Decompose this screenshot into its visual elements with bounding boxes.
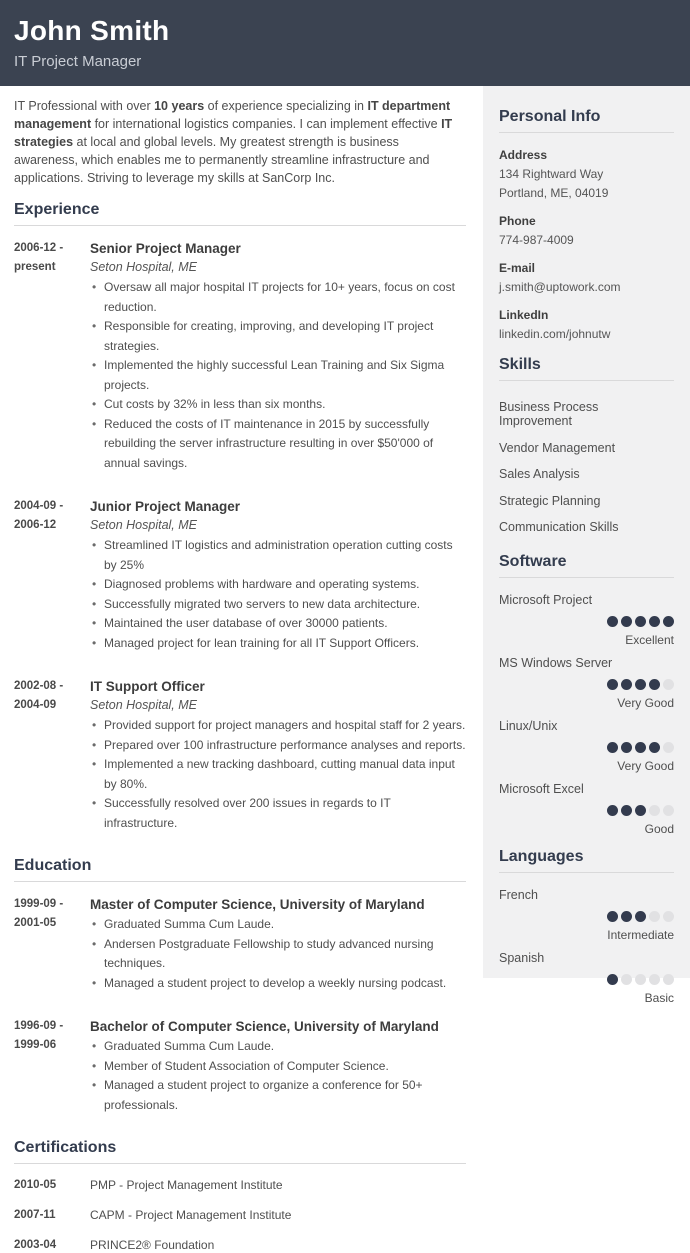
dot-filled xyxy=(621,805,632,816)
software-name: Microsoft Project xyxy=(499,592,593,607)
summary-segment: of experience specializing in xyxy=(204,99,368,113)
sidebar xyxy=(483,86,690,1005)
content xyxy=(0,86,690,1252)
dot-filled xyxy=(607,911,618,922)
section-education xyxy=(14,857,466,1115)
bullet-item: • Implemented the highly successful Lean Training and Six Sigma projects. xyxy=(90,356,466,395)
date-start: 1996-09 - xyxy=(14,1020,64,1032)
bullet-item: • Reduced the costs of IT maintenance in 2015 by successfully rebuilding the server infrastructure resulting in over $50'000 of annual savings. xyxy=(90,415,466,474)
bullet-item: • Implemented a new tracking dashboard, cutting manual data input by 80%. xyxy=(90,755,466,794)
rating-label: Intermediate xyxy=(607,927,674,942)
bullet-item: • Successfully resolved over 200 issues in regards to IT infrastructure. xyxy=(90,794,466,833)
entry-title: Senior Project Manager xyxy=(90,241,241,256)
entry-company: Seton Hospital, ME xyxy=(90,518,197,532)
dot-empty xyxy=(649,911,660,922)
bullet-item: • Managed a student project to develop a weekly nursing podcast. xyxy=(90,974,466,994)
dot-filled xyxy=(649,742,660,753)
bullet-item: • Streamlined IT logistics and administration operation cutting costs by 25% xyxy=(90,536,466,575)
field-label: E-mail xyxy=(499,261,536,275)
date-start: 1999-09 - xyxy=(14,898,64,910)
entry-bullets xyxy=(90,716,466,833)
entry-title: Master of Computer Science, University of Maryland xyxy=(90,897,425,912)
summary-segment: for international logistics companies. I can implement effective xyxy=(91,117,442,131)
education-heading: Education xyxy=(14,857,466,882)
header xyxy=(0,0,690,86)
skill-item: Business Process Improvement xyxy=(499,400,599,428)
entry-body xyxy=(90,895,466,993)
software-item xyxy=(499,591,674,647)
certifications-heading: Certifications xyxy=(14,1139,466,1164)
dot-filled xyxy=(635,742,646,753)
dot-empty xyxy=(663,742,674,753)
entry-dates xyxy=(14,677,90,833)
personal-info-section xyxy=(499,108,674,344)
entry-bullets xyxy=(90,915,466,993)
certification-row xyxy=(14,1177,466,1193)
summary-segment-bold: IT strategies xyxy=(14,117,453,149)
cert-date: 2007-11 xyxy=(14,1209,56,1221)
dot-filled xyxy=(663,616,674,627)
language-name: French xyxy=(499,887,538,902)
personal-info-field xyxy=(499,259,674,297)
dot-filled xyxy=(607,616,618,627)
date-start: 2006-12 - xyxy=(14,242,64,254)
bullet-item: • Successfully migrated two servers to new data architecture. xyxy=(90,595,466,615)
dot-filled xyxy=(607,974,618,985)
dot-empty xyxy=(663,974,674,985)
dot-filled xyxy=(635,679,646,690)
bullet-item: • Member of Student Association of Computer Science. xyxy=(90,1057,466,1077)
language-name: Spanish xyxy=(499,950,545,965)
certification-row xyxy=(14,1237,466,1253)
language-item xyxy=(499,949,674,1005)
dot-filled xyxy=(649,616,660,627)
entry-bullets xyxy=(90,1037,466,1115)
software-item xyxy=(499,717,674,773)
education-entry xyxy=(14,895,466,993)
dot-filled xyxy=(621,742,632,753)
experience-entry xyxy=(14,239,466,473)
software-name: MS Windows Server xyxy=(499,655,613,670)
rating-dots xyxy=(499,805,674,816)
software-heading: Software xyxy=(499,553,674,578)
summary-segment: IT Professional with over xyxy=(14,99,155,113)
date-end: 2004-09 xyxy=(14,699,57,711)
field-label: LinkedIn xyxy=(499,308,549,322)
entry-company: Seton Hospital, ME xyxy=(90,698,197,712)
experience-heading: Experience xyxy=(14,201,466,226)
rating-dots xyxy=(499,679,674,690)
bullet-item: • Cut costs by 32% in less than six months. xyxy=(90,395,466,415)
dot-filled xyxy=(607,679,618,690)
software-section xyxy=(499,553,674,836)
languages-section xyxy=(499,848,674,1005)
dot-empty xyxy=(663,679,674,690)
summary-segment-bold: IT department management xyxy=(14,99,451,131)
bullet-item: • Prepared over 100 infrastructure performance analyses and reports. xyxy=(90,736,466,756)
education-entry xyxy=(14,1017,466,1115)
cert-label: PMP - Project Management Institute xyxy=(90,1178,283,1192)
entry-dates xyxy=(14,497,90,653)
bullet-item: • Andersen Postgraduate Fellowship to study advanced nursing techniques. xyxy=(90,935,466,974)
date-start: 2004-09 - xyxy=(14,500,64,512)
experience-entry xyxy=(14,497,466,653)
dot-empty xyxy=(635,974,646,985)
date-end: 2006-12 xyxy=(14,519,57,531)
entry-title: Junior Project Manager xyxy=(90,499,241,514)
skill-item: Vendor Management xyxy=(499,440,616,455)
dot-empty xyxy=(649,805,660,816)
certification-row xyxy=(14,1207,466,1223)
entry-body xyxy=(90,239,466,473)
rating-dots xyxy=(499,742,674,753)
date-end: present xyxy=(14,261,56,273)
rating-dots xyxy=(499,974,674,985)
rating-label: Very Good xyxy=(617,695,674,710)
personal-info-heading: Personal Info xyxy=(499,108,674,133)
summary-segment: at local and global levels. My greatest strength is business awareness, which enables me to permanently streamline infrastructure and applications. Striving to leverage my skills at SanCorp Inc. xyxy=(14,135,430,185)
main-column xyxy=(0,86,483,1252)
date-end: 2001-05 xyxy=(14,917,57,929)
cert-label: PRINCE2® Foundation xyxy=(90,1238,215,1252)
cert-label: CAPM - Project Management Institute xyxy=(90,1208,292,1222)
entry-bullets xyxy=(90,278,466,473)
section-experience xyxy=(14,201,466,833)
software-item xyxy=(499,654,674,710)
cert-date: 2003-04 xyxy=(14,1239,57,1251)
entry-body xyxy=(90,677,466,833)
field-value: Portland, ME, 04019 xyxy=(499,186,609,200)
dot-filled xyxy=(635,911,646,922)
summary-paragraph xyxy=(14,97,466,187)
field-value: 134 Rightward Way xyxy=(499,167,604,181)
skill-item: Strategic Planning xyxy=(499,493,601,508)
rating-dots xyxy=(499,911,674,922)
dot-filled xyxy=(607,742,618,753)
entry-title: IT Support Officer xyxy=(90,679,205,694)
bullet-item: • Responsible for creating, improving, and developing IT project strategies. xyxy=(90,317,466,356)
date-end: 1999-06 xyxy=(14,1039,57,1051)
dot-filled xyxy=(635,805,646,816)
entry-title: Bachelor of Computer Science, University of Maryland xyxy=(90,1019,439,1034)
dot-empty xyxy=(649,974,660,985)
bullet-item: • Provided support for project managers and hospital staff for 2 years. xyxy=(90,716,466,736)
bullet-item: • Managed project for lean training for all IT Support Officers. xyxy=(90,634,466,654)
dot-filled xyxy=(621,679,632,690)
dot-filled xyxy=(649,679,660,690)
field-value: linkedin.com/johnutw xyxy=(499,327,611,341)
entry-dates xyxy=(14,239,90,473)
dot-filled xyxy=(635,616,646,627)
skills-heading: Skills xyxy=(499,356,674,381)
field-value: 774-987-4009 xyxy=(499,233,574,247)
skill-item: Sales Analysis xyxy=(499,467,580,481)
field-value: j.smith@uptowork.com xyxy=(499,280,621,294)
software-name: Linux/Unix xyxy=(499,718,558,733)
bullet-item: • Managed a student project to organize a conference for 50+ professionals. xyxy=(90,1076,466,1115)
entry-bullets xyxy=(90,536,466,653)
language-item xyxy=(499,886,674,942)
rating-dots xyxy=(499,616,674,627)
dot-filled xyxy=(621,911,632,922)
languages-heading: Languages xyxy=(499,848,674,873)
rating-label: Very Good xyxy=(617,758,674,773)
rating-label: Basic xyxy=(644,990,674,1005)
entry-body xyxy=(90,497,466,653)
dot-filled xyxy=(621,616,632,627)
date-start: 2002-08 - xyxy=(14,680,64,692)
skill-item: Communication Skills xyxy=(499,520,619,534)
rating-label: Excellent xyxy=(625,632,674,647)
dot-filled xyxy=(607,805,618,816)
experience-entry xyxy=(14,677,466,833)
dot-empty xyxy=(663,911,674,922)
software-item xyxy=(499,780,674,836)
summary-segment-bold: 10 years xyxy=(154,99,205,113)
section-certifications xyxy=(14,1139,466,1253)
bullet-item: • Diagnosed problems with hardware and operating systems. xyxy=(90,575,466,595)
field-label: Address xyxy=(499,148,548,162)
candidate-job-title: IT Project Manager xyxy=(14,53,142,70)
cert-date: 2010-05 xyxy=(14,1179,57,1191)
dot-empty xyxy=(621,974,632,985)
personal-info-field xyxy=(499,212,674,250)
entry-body xyxy=(90,1017,466,1115)
entry-company: Seton Hospital, ME xyxy=(90,260,197,274)
personal-info-field xyxy=(499,146,674,203)
bullet-item: • Graduated Summa Cum Laude. xyxy=(90,1037,466,1057)
entry-dates xyxy=(14,895,90,993)
entry-dates xyxy=(14,1017,90,1115)
software-name: Microsoft Excel xyxy=(499,781,584,796)
dot-empty xyxy=(663,805,674,816)
skills-section xyxy=(499,356,674,541)
bullet-item: • Oversaw all major hospital IT projects for 10+ years, focus on cost reduction. xyxy=(90,278,466,317)
field-label: Phone xyxy=(499,214,536,228)
candidate-name: John Smith xyxy=(14,15,170,46)
bullet-item: • Maintained the user database of over 30000 patients. xyxy=(90,614,466,634)
bullet-item: • Graduated Summa Cum Laude. xyxy=(90,915,466,935)
personal-info-field xyxy=(499,306,674,344)
rating-label: Good xyxy=(644,821,674,836)
